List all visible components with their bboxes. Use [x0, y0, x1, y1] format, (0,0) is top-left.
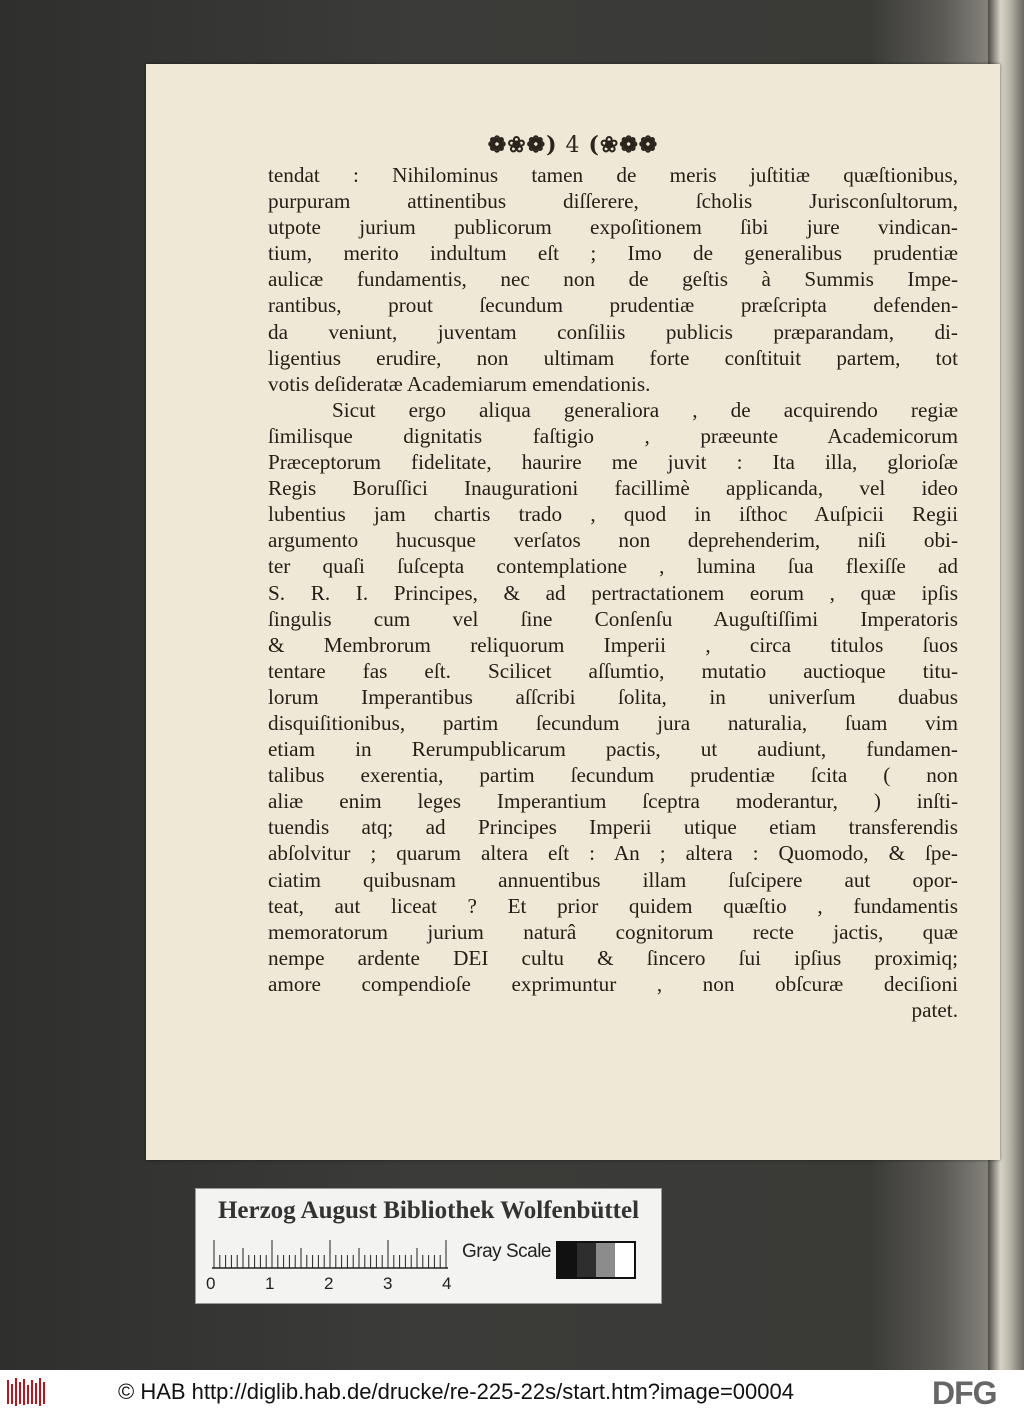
text-line: tuendis atq; ad Principes Imperii utique etiam transferendis	[268, 815, 958, 840]
text-line: & Membrorum reliquorum Imperii , circa titulos ſuos	[268, 632, 958, 657]
copyright-link[interactable]: © HAB http://diglib.hab.de/drucke/re-225-22s/start.htm?image=00004	[118, 1379, 794, 1404]
text-line: ſingulis cum vel ſine Conſenſu Auguſtiſſimi Imperatoris	[268, 606, 958, 631]
gray-scale-label: Gray Scale	[462, 1241, 551, 1262]
hab-barcode-logo-icon	[6, 1376, 46, 1408]
ruler-number: 0	[206, 1274, 216, 1293]
text-line: lorum Imperantibus aſſcribi ſolita, in univerſum duabus	[268, 684, 958, 709]
ruler-number: 1	[265, 1274, 275, 1293]
library-name: Herzog August Bibliothek Wolfenbüttel	[217, 1197, 640, 1224]
text-line: ter quaſi ſuſcepta contemplatione , lumina ſua flexiſſe ad	[268, 554, 958, 579]
ruler-number: 4	[442, 1274, 452, 1293]
text-line: votis deſideratæ Academiarum emendationis.	[268, 371, 651, 396]
ruler-number: 2	[324, 1274, 334, 1293]
gray-swatch	[558, 1243, 577, 1277]
gray-swatch	[596, 1243, 615, 1277]
viewer-footer	[0, 1370, 1024, 1414]
page-header	[146, 132, 1000, 158]
text-line: teat, aut liceat ? Et prior quidem quæſtio , fundamentis	[268, 893, 958, 918]
text-line: disquiſitionibus, partim ſecundum jura naturalia, ſuam vim	[268, 710, 958, 735]
text-line: purpuram attinentibus diſſerere, ſcholis Jurisconſultorum,	[268, 189, 958, 214]
header-ornament-right: (❀❁❁	[588, 132, 659, 158]
text-line: da veniunt, juventam conſiliis publicis præparandam, di-	[268, 319, 958, 344]
text-line: ligentius erudire, non ultimam forte conſtituit partem, tot	[268, 345, 958, 370]
text-line: ciatim quibusnam annuentibus illam ſuſcipere aut opor-	[268, 867, 958, 892]
text-line: memoratorum jurium naturâ cognitorum recte jactis, quæ	[268, 919, 958, 944]
book-page	[146, 64, 1000, 1160]
page-text	[268, 162, 958, 1023]
text-line: abſolvitur ; quarum altera eſt : An ; altera : Quomodo, & ſpe-	[268, 841, 958, 866]
text-line: tium, merito indultum eſt ; Imo de generalibus prudentiæ	[268, 241, 958, 266]
text-line: aulicæ fundamentis, nec non de geſtis à Summis Impe-	[268, 267, 958, 292]
text-line: Regis Boruſſici Inaugurationi facillimè applicanda, vel ideo	[268, 476, 958, 501]
text-line: talibus exerentia, partim ſecundum prudentiæ ſcita ( non	[268, 763, 958, 788]
text-line: nempe ardente DEI cultu & ſincero ſui ipſius proximiq;	[268, 945, 958, 970]
gray-swatch	[615, 1243, 634, 1277]
text-line: patet.	[911, 998, 958, 1022]
text-line: S. R. I. Principes, & ad pertractationem eorum , quæ ipſis	[268, 580, 958, 605]
text-line: argumento hucusque verſatos non deprehenderim, niſi obi-	[268, 528, 958, 553]
text-line: rantibus, prout ſecundum prudentiæ præſcripta defenden-	[268, 293, 958, 318]
library-color-card	[195, 1188, 662, 1304]
measurement-ruler	[210, 1239, 450, 1269]
text-line: lubentius jam chartis trado , quod in iſthoc Auſpicii Regii	[268, 502, 958, 527]
text-line: Præceptorum fidelitate, haurire me juvit : Ita illa, glorioſæ	[268, 450, 958, 475]
text-line: tentare fas eſt. Scilicet aſſumtio, mutatio auctioque titu-	[268, 658, 958, 683]
text-line: ſimilisque dignitatis faſtigio , præeunte Academicorum	[268, 423, 958, 448]
text-line: etiam in Rerumpublicarum pactis, ut audiunt, fundamen-	[268, 737, 958, 762]
gray-scale-swatches	[556, 1241, 636, 1279]
text-line: aliæ enim leges Imperantium ſceptra moderantur, ) inſti-	[268, 789, 958, 814]
text-line: amore compendioſe exprimuntur , non obſcuræ deciſioni	[268, 971, 958, 996]
ruler-numbers	[206, 1274, 466, 1294]
header-ornament-left: ❁❀❁)	[487, 132, 558, 158]
svg-text:DFG: DFG	[932, 1376, 997, 1408]
text-line: utpote jurium publicorum expoſitionem ſibi jure vindican-	[268, 215, 958, 240]
ruler-number: 3	[383, 1274, 393, 1293]
gray-swatch	[577, 1243, 596, 1277]
dfg-logo-icon	[932, 1376, 1018, 1408]
text-line: Sicut ergo aliqua generaliora , de acquirendo regiæ	[332, 397, 958, 422]
page-number: 4	[565, 133, 581, 158]
text-line: tendat : Nihilominus tamen de meris juſtitiæ quæſtionibus,	[268, 163, 958, 187]
